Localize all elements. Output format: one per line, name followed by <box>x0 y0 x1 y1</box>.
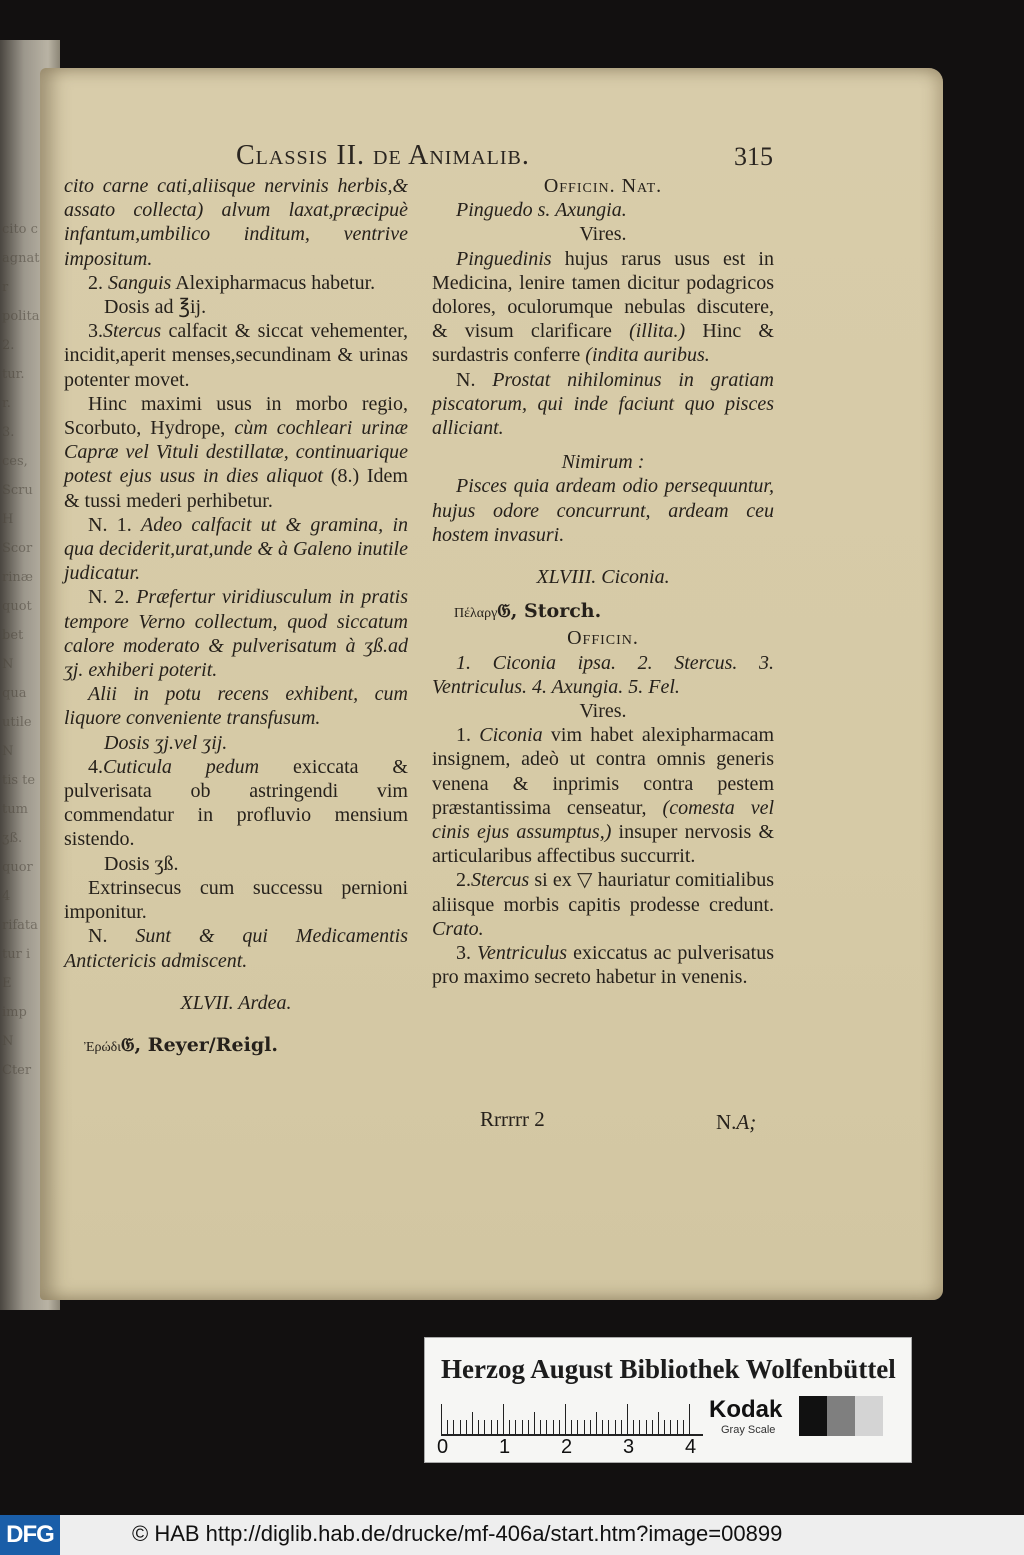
ruler-tick <box>633 1420 634 1434</box>
ruler-tick <box>484 1420 485 1434</box>
ruler-tick <box>528 1420 529 1434</box>
archive-color-card <box>424 1337 912 1463</box>
ruler-tick <box>571 1420 572 1434</box>
subheading: Officin. Nat. <box>543 175 663 197</box>
previous-page-fragment: tum <box>2 802 28 817</box>
previous-page-fragment: rinæ <box>2 570 33 585</box>
ruler-tick <box>497 1420 498 1434</box>
ruler-tick <box>577 1420 578 1434</box>
ruler-tick <box>522 1420 523 1434</box>
ruler-label: 4 <box>685 1436 697 1458</box>
ruler-tick <box>652 1420 653 1434</box>
previous-page-fragment: rifata <box>2 918 38 933</box>
subheading: Nimirum : <box>561 451 645 474</box>
gray-swatch-light <box>855 1396 883 1436</box>
gray-swatch-dark <box>799 1396 827 1436</box>
running-head: Classis II. de Animalib. <box>236 140 530 171</box>
catchword: N.A; <box>716 1110 757 1134</box>
dose: Dosis ad ℥ij. <box>104 296 207 319</box>
source-citation[interactable]: © HAB http://diglib.hab.de/drucke/mf-406a/start.htm?image=00899 <box>132 1521 783 1546</box>
previous-page-fragment: r. <box>2 396 11 411</box>
note: N. Prostat nihilominus in gratiam piscatorum, qui inde faciunt quo pisces alliciant. <box>432 368 774 440</box>
previous-page-fragment: E <box>2 976 12 991</box>
section-heading-ardea: XLVII. Ardea. <box>180 991 292 1014</box>
ruler-tick <box>503 1404 504 1434</box>
left-column <box>64 174 408 1060</box>
ruler-tick <box>441 1404 442 1434</box>
previous-page-fragment: quot <box>2 599 32 614</box>
item-list: 1. Ciconia ipsa. 2. Stercus. 3. Ventriculus. 4. Axungia. 5. Fel. <box>432 651 774 698</box>
ruler-labels <box>437 1436 707 1460</box>
ruler-tick <box>677 1420 678 1434</box>
paragraph: 2.Stercus si ex ▽ hauriatur comitialibus aliisque morbis capitis prodesse credunt. Crato. <box>432 869 774 940</box>
ruler-tick <box>515 1420 516 1434</box>
ruler-tick <box>664 1420 665 1434</box>
note: N. 1. Adeo calfacit ut & gramina, in qua deciderit,urat,unde & à Galeno inutile judicatur. <box>64 513 408 585</box>
ruler-tick <box>627 1404 628 1434</box>
signature-mark: Rrrrrr 2 <box>480 1107 545 1131</box>
ruler-tick <box>509 1420 510 1434</box>
ruler-tick <box>559 1420 560 1434</box>
previous-page-fragment: tur i <box>2 947 31 962</box>
item: Pinguedo s. Axungia. <box>456 199 627 222</box>
previous-page-fragment: qua <box>2 686 27 701</box>
previous-page-fragment: Scru <box>2 483 33 498</box>
ruler-tick <box>689 1404 690 1434</box>
paragraph: 3.Stercus calfacit & siccat vehementer, incidit,aperit menses,secundinam & urinas potenter movet. <box>64 320 408 391</box>
ruler-tick <box>472 1412 473 1434</box>
gray-swatch-mid <box>827 1396 855 1436</box>
library-name: Herzog August Bibliothek Wolfenbüttel <box>441 1354 896 1384</box>
ruler-tick <box>553 1420 554 1434</box>
kodak-logo: Kodak <box>709 1396 783 1423</box>
paragraph: 3. Ventriculus exiccatus ac pulverisatus pro maximo secreto habetur in venenis. <box>432 942 774 989</box>
paragraph: 1. Ciconia vim habet alexipharmacam insignem, adeò ut contra omnis generis venena & inprimis contra pestem præstantissima censeatur, (comesta vel cinis ejus assumptus,) insuper nervosis & articularibus affectibus succurrit. <box>432 724 775 868</box>
ruler-tick <box>565 1404 566 1434</box>
previous-page-fragment: 2. <box>2 338 15 353</box>
note: N. 2. Præfertur viridiusculum in pratis tempore Verno collectum, quod siccatum calore moderato & pulverisatum à ʒß.ad ʒj. exhiberi poterit. <box>64 586 408 682</box>
previous-page-fragment: tur. <box>2 367 25 382</box>
vernacular-name: Πέλαργ𝔊, Storch. <box>454 600 602 623</box>
previous-page-fragment: ʒß. <box>2 831 23 846</box>
ruler-tick <box>540 1420 541 1434</box>
page-number: 315 <box>734 142 773 171</box>
gray-scale-label: Gray Scale <box>721 1424 776 1436</box>
paragraph: Pisces quia ardeam odio persequuntur, hujus odore concurrunt, ardeam ceu hostem invasuri. <box>432 475 774 546</box>
ruler-label: 1 <box>499 1436 511 1458</box>
section-heading-ciconia: XLVIII. Ciconia. <box>536 566 670 589</box>
footer-bar <box>0 1515 1024 1555</box>
ruler-label: 0 <box>437 1436 449 1458</box>
previous-page-fragment: utile <box>2 715 32 730</box>
previous-page-fragment: N <box>2 1034 14 1049</box>
vernacular-name: Ἐρώδι𝔊, Reyer/Reigl. <box>84 1033 278 1056</box>
dose: Dosis ʒß. <box>104 852 179 875</box>
previous-page-fragment: quor <box>2 860 33 875</box>
ruler-tick <box>491 1420 492 1434</box>
previous-page-fragment: polita <box>2 309 40 324</box>
paragraph: Extrinsecus cum successu pernioni imponitur. <box>64 876 408 924</box>
previous-page-fragment: 3. <box>2 425 15 440</box>
dfg-logo: DFG <box>0 1515 60 1555</box>
ruler-label: 2 <box>561 1436 573 1458</box>
ruler-tick <box>639 1420 640 1434</box>
previous-page-fragment: Scor <box>2 541 33 556</box>
subheading: Vires. <box>579 223 627 246</box>
ruler-tick <box>478 1420 479 1434</box>
ruler-tick <box>602 1420 603 1434</box>
previous-page-fragment: agnat <box>2 251 40 266</box>
paragraph: 2. Sanguis Alexipharmacus habetur. <box>88 271 376 294</box>
ruler-tick <box>466 1420 467 1434</box>
ruler-tick <box>608 1420 609 1434</box>
previous-page-fragment: ces, <box>2 454 28 469</box>
scale-ruler <box>441 1402 703 1436</box>
paragraph: Pinguedinis hujus rarus usus est in Medicina, lenire tamen dicitur podagricos dolores, oculorumque nebulas discutere, & visum clarificare (illita.) Hinc & surdastris conferre (indita auribus. <box>432 247 774 367</box>
ruler-tick <box>683 1420 684 1434</box>
previous-page-fragment: 4 <box>2 889 11 904</box>
previous-page-fragment: r <box>2 280 9 295</box>
paragraph: cito carne cati,aliisque nervinis herbis,& assato collecta) alvum laxat,præcipuè infantum,umbilico inditum, ventrive impositum. <box>64 175 408 270</box>
paragraph: 4.Cuticula pedum exiccata & pulverisata ob astringendi vim commendatur in profluvio mensium sistendo. <box>64 755 408 851</box>
ruler-tick <box>646 1420 647 1434</box>
previous-page-fragment: cito c <box>2 222 38 237</box>
ruler-tick <box>534 1412 535 1434</box>
previous-page-fragment: H <box>2 512 14 527</box>
note: N. Sunt & qui Medicamentis Antictericis admiscent. <box>64 925 408 972</box>
previous-page-fragment: N <box>2 744 14 759</box>
ruler-tick <box>590 1420 591 1434</box>
ruler-tick <box>460 1420 461 1434</box>
ruler-tick <box>596 1412 597 1434</box>
previous-page-fragment: N <box>2 657 14 672</box>
ruler-tick <box>453 1420 454 1434</box>
previous-page-fragment: tis te <box>2 773 36 788</box>
ruler-tick <box>670 1420 671 1434</box>
right-column <box>432 174 774 990</box>
previous-page-fragment: imp <box>2 1005 27 1020</box>
paragraph: Alii in potu recens exhibent, cum liquore conveniente transfusum. <box>64 683 408 730</box>
ruler-tick <box>584 1420 585 1434</box>
ruler-tick <box>447 1420 448 1434</box>
ruler-tick <box>658 1412 659 1434</box>
ruler-tick <box>621 1420 622 1434</box>
dose: Dosis ʒj.vel ʒij. <box>104 731 228 754</box>
previous-page-fragment: Cter <box>2 1063 32 1078</box>
ruler-tick <box>615 1420 616 1434</box>
subheading: Officin. <box>567 627 639 650</box>
subheading: Vires. <box>579 700 627 723</box>
paragraph: Hinc maximi usus in morbo regio, Scorbuto, Hydrope, cùm cochleari urinæ Capræ vel Vituli destillatæ, continuarique potest ejus usus in dies aliquot (8.) Idem & tussi mederi perhibetur. <box>64 392 409 512</box>
ruler-label: 3 <box>623 1436 635 1458</box>
previous-page-fragment: bet <box>2 628 24 643</box>
ruler-tick <box>546 1420 547 1434</box>
